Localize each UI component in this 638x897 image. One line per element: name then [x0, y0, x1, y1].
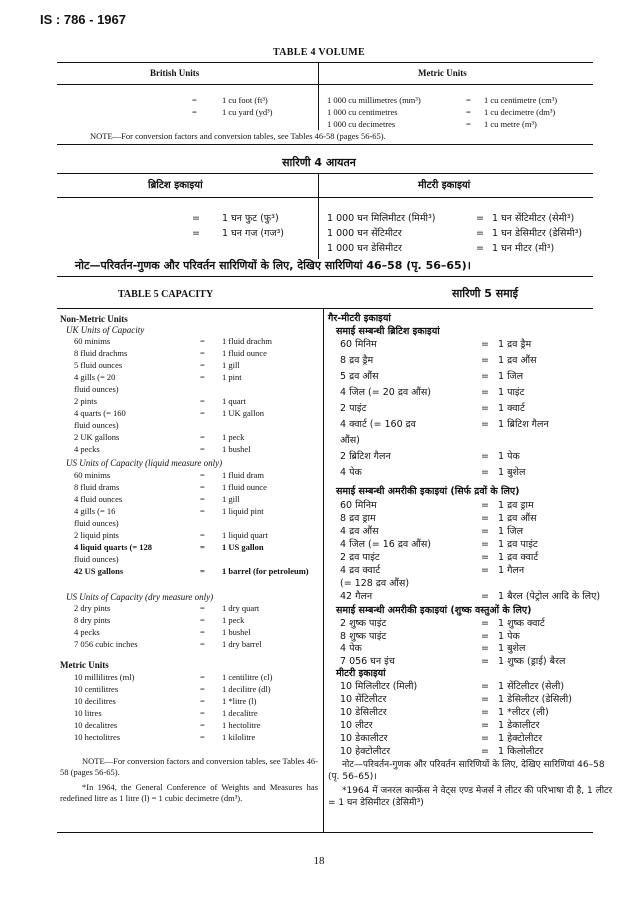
table5-us-dry-eq: = [200, 639, 205, 649]
table5-us-liquid-eq: = [200, 494, 205, 504]
table5-hi-metric-eq: = [481, 694, 489, 705]
table5-hi-us-liquid-eq: = [481, 552, 489, 563]
table5-hi-us-dry-eq: = [481, 655, 489, 667]
table5-hi-us-dry-eq: = [481, 618, 489, 629]
table5-hi-caption: सारिणी 5 समाई [452, 287, 519, 300]
table4-hi-col-metric: मीटरी इकाइयां [418, 180, 471, 191]
table5-uk-rhs: 1 gill [222, 360, 240, 370]
table4-hi-bottom-rule [57, 276, 593, 277]
table4-hi-divider [318, 173, 319, 259]
table5-hi-metric-lhs: 10 सेंटिलीटर [340, 694, 387, 705]
table5-hi-us-liquid-rhs: 1 द्रव पाइंट [498, 539, 538, 550]
table5-us-liquid-lhs: 4 fluid ounces [74, 494, 123, 504]
table5-hi-us-liquid-lhs: 4 द्रव क्वार्ट [340, 565, 381, 576]
table5-us-liquid-lhs: 42 US gallons [74, 566, 124, 576]
table5-us-dry-rhs: 1 dry quart [222, 603, 260, 613]
table5-uk-lhs: fluid ounces) [74, 420, 119, 430]
table5-metric-eq: = [200, 720, 205, 730]
table5-hi-us-dry-lhs: 7 056 घन इंच [340, 655, 395, 667]
table5-us-liquid-lhs: 4 gills (= 16 [74, 506, 116, 516]
table5-metric-eq: = [200, 732, 205, 742]
table5-hi-uk-rhs: 1 जिल [498, 371, 524, 382]
table5-us-liquid-lhs: 60 minims [74, 470, 111, 480]
table5-hi-uk-rhs: 1 ब्रिटिश गैलन [498, 419, 549, 430]
table5-nonmetric-heading: Non-Metric Units [60, 314, 128, 324]
table5-hi-metric-rhs: 1 डेकालीटर [498, 720, 540, 731]
table5-divider [323, 308, 324, 832]
table5-hi-nonmetric: गैर-मीटरी इकाइयां [328, 313, 391, 324]
table5-hi-us-liquid-eq: = [481, 526, 489, 537]
table5-hi-us-liquid-rhs: 1 जिल [498, 526, 524, 537]
table5-uk-rhs: 1 peck [222, 432, 245, 442]
table4-hi-british-eq: = [192, 213, 200, 224]
table5-hi-us-liquid-eq: = [481, 539, 489, 550]
table5-us-liquid-lhs: 2 liquid pints [74, 530, 119, 540]
table5-us-liquid-eq: = [200, 566, 205, 576]
table5-hi-us-liquid-lhs: 4 जिल (= 16 द्रव औंस) [340, 539, 432, 550]
table5-uk-eq: = [200, 348, 205, 358]
table5-hi-uk-lhs: 4 क्वार्ट (= 160 द्रव [340, 419, 416, 430]
page-number: 18 [313, 855, 325, 867]
table5-hi-us-liquid-rhs: 1 द्रव औंस [498, 513, 537, 524]
table5-uk-lhs: 60 minims [74, 336, 111, 346]
table5-us-liquid-heading: US Units of Capacity (liquid measure only) [66, 458, 223, 468]
table5-hi-uk-rhs: 1 बुशेल [498, 467, 526, 478]
table5-hi-us-liquid-eq: = [481, 500, 489, 511]
table5-hi-uk-lhs: 4 जिल (= 20 द्रव औंस) [340, 387, 432, 398]
table5-uk-lhs: 8 fluid drachms [74, 348, 128, 358]
table4-hi-metric-lhs: 1 000 घन मिलिमीटर (मिमी³) [327, 213, 436, 224]
table5-hi-us-dry-rhs: 1 पेक [498, 630, 520, 642]
table5-hi-metric-eq: = [481, 720, 489, 731]
table4-hi-metric-rhs: 1 घन मीटर (मी³) [492, 243, 555, 254]
table4-hi-head-rule [57, 197, 593, 198]
table5-note2: *In 1964, the General Conference of Weights and Measures has redefined litre as 1 litre (l) = 1 cubic decimetre (dm³). [60, 782, 318, 803]
table4-hi-metric-lhs: 1 000 घन सेंटिमीटर [327, 228, 402, 239]
table5-hi-us-liquid-heading: समाई सम्बन्धी अमरीकी इकाइयां (सिर्फ द्रवों के लिए) [336, 486, 520, 497]
table5-metric-rhs: 1 centilitre (cl) [222, 672, 273, 682]
table5-hi-uk-lhs: औंस) [340, 435, 360, 446]
table5-bottom-rule [57, 832, 593, 833]
table5-us-dry-rhs: 1 peck [222, 615, 245, 625]
table5-hi-uk-eq: = [481, 339, 489, 350]
table5-us-liquid-rhs: 1 fluid ounce [222, 482, 267, 492]
table5-metric-rhs: 1 hectolitre [222, 720, 261, 730]
table5-hi-us-dry-eq: = [481, 630, 489, 642]
table5-hi-uk-eq: = [481, 467, 489, 478]
table5-hi-uk-rhs: 1 क्वार्ट [498, 403, 525, 414]
table5-us-liquid-eq: = [200, 530, 205, 540]
table4-hi-note: नोट—परिवर्तन-गुणक और परिवर्तन सारिणियों के लिए, देखिए सारिणियां 46–58 (पृ. 56–65)। [75, 259, 471, 272]
table5-uk-eq: = [200, 408, 205, 418]
table5-us-liquid-rhs: 1 liquid quart [222, 530, 268, 540]
table4-hi-metric-rhs: 1 घन डेसिमीटर (डेसिमी³) [492, 228, 583, 239]
table5-us-dry-eq: = [200, 627, 205, 637]
table5-us-liquid-eq: = [200, 506, 205, 516]
table4-metric-eq: = [466, 95, 471, 105]
table5-uk-lhs: 4 quarts (= 160 [74, 408, 126, 418]
table5-us-dry-heading: US Units of Capacity (dry measure only) [66, 592, 214, 602]
table5-uk-lhs: 5 fluid ounces [74, 360, 123, 370]
table5-us-liquid-rhs: 1 fluid dram [222, 470, 265, 480]
table5-hi-metric-eq: = [481, 746, 489, 757]
table5-us-dry-rhs: 1 bushel [222, 627, 251, 637]
table5-uk-rhs: 1 UK gallon [222, 408, 265, 418]
table5-hi-uk-eq: = [481, 371, 489, 382]
table5-uk-eq: = [200, 360, 205, 370]
table5-top-rule [57, 308, 593, 309]
table5-uk-lhs: 4 gills (= 20 [74, 372, 116, 382]
table4-col-british: British Units [150, 68, 200, 78]
table4-metric-rhs: 1 cu centimetre (cm³) [484, 95, 558, 105]
table5-hi-us-liquid-rhs: 1 बैरल (पेट्रोल आदि के लिए) [498, 591, 601, 602]
table5-hi-us-dry-lhs: 8 शुष्क पाइंट [340, 630, 387, 642]
table5-uk-lhs: fluid ounces) [74, 384, 119, 394]
table4-metric-lhs: 1 000 cu centimetres [327, 107, 398, 117]
table5-note1: NOTE—For conversion factors and conversion tables, see Tables 46-58 (pages 56-65). [60, 756, 319, 777]
table5-hi-us-dry-lhs: 2 शुष्क पाइंट [340, 618, 387, 629]
table5-uk-rhs: 1 fluid drachm [222, 336, 273, 346]
table5-us-liquid-eq: = [200, 470, 205, 480]
table5-uk-rhs: 1 quart [222, 396, 246, 406]
table5-metric-lhs: 10 hectolitres [74, 732, 121, 742]
table5-hi-us-liquid-lhs: 60 मिनिम [340, 500, 377, 511]
table4-hi-british-rhs: 1 घन फुट (फु³) [222, 213, 279, 224]
table5-hi-us-liquid-lhs: (= 128 द्रव औंस) [340, 578, 410, 589]
table4-divider [318, 62, 319, 130]
table5-us-dry-eq: = [200, 603, 205, 613]
table5-hi-us-liquid-lhs: 42 गैलन [340, 591, 373, 602]
table5-metric-rhs: 1 kilolitre [222, 732, 256, 742]
table5-hi-metric-rhs: 1 किलोलीटर [498, 746, 544, 757]
table5-metric-eq: = [200, 708, 205, 718]
table4-british-eq: = [192, 95, 197, 105]
table4-col-metric: Metric Units [418, 68, 467, 78]
table5-hi-uk-eq: = [481, 419, 489, 430]
table5-us-dry-lhs: 2 dry pints [74, 603, 111, 613]
table5-uk-rhs: 1 bushel [222, 444, 251, 454]
table5-uk-eq: = [200, 396, 205, 406]
table4-hi-metric-rhs: 1 घन सेंटिमीटर (सेमी³) [492, 213, 575, 224]
table5-hi-metric-rhs: 1 डेसिलीटर (डेसिली) [498, 694, 572, 705]
table5-hi-note1: नोट—परिवर्तन-गुणक और परिवर्तन सारिणियों के लिए, देखिए सारिणियां 46–58 (पृ. 56–65)। [328, 760, 605, 782]
table5-uk-eq: = [200, 372, 205, 382]
table5-hi-uk-eq: = [481, 403, 489, 414]
table5-us-dry-rhs: 1 dry barrel [222, 639, 262, 649]
table5-us-liquid-lhs: fluid ounces) [74, 554, 119, 564]
table4-hi-metric-eq: = [476, 228, 484, 239]
table5-hi-uk-eq: = [481, 355, 489, 366]
table5-metric-rhs: 1 decalitre [222, 708, 258, 718]
table5-hi-us-liquid-lhs: 8 द्रव ड्राम [340, 513, 376, 524]
table5-metric-rhs: 1 *litre (l) [222, 696, 257, 706]
table5-hi-metric-lhs: 10 डेकालीटर [340, 733, 388, 744]
table5-hi-uk-rhs: 1 पाइंट [498, 387, 525, 398]
table4-hi-caption: सारिणी 4 आयतन [282, 156, 356, 169]
table5-hi-us-dry-lhs: 4 पेक [340, 643, 362, 654]
table5-hi-metric-lhs: 10 डेसिलीटर [340, 707, 387, 718]
table5-metric-eq: = [200, 696, 205, 706]
table4-hi-metric-eq: = [476, 243, 484, 254]
table5-hi-uk-eq: = [481, 387, 489, 398]
table5-us-liquid-rhs: 1 liquid pint [222, 506, 264, 516]
table5-caption: TABLE 5 CAPACITY [118, 289, 214, 300]
table5-hi-metric-heading: मीटरी इकाइयां [336, 668, 386, 679]
table5-metric-lhs: 10 decilitres [74, 696, 116, 706]
table5-hi-us-liquid-rhs: 1 द्रव क्वार्ट [498, 552, 539, 563]
table5-us-liquid-lhs: fluid ounces) [74, 518, 119, 528]
table5-hi-uk-lhs: 5 द्रव औंस [340, 371, 379, 382]
table5-us-liquid-eq: = [200, 482, 205, 492]
table5-metric-lhs: 10 litres [74, 708, 102, 718]
table5-us-liquid-eq: = [200, 542, 205, 552]
table5-us-liquid-rhs: 1 US gallon [222, 542, 264, 552]
table5-hi-note2: *1964 में जनरल कान्फ्रेंस ने वेट्स एण्ड मेजर्स ने लीटर की परिभाषा दी है, 1 लीटर = 1 घन डेसिमीटर (डेसिमी³) [328, 786, 613, 808]
table5-hi-uk-lhs: 8 द्रव ड्रैम [340, 355, 374, 366]
table4-bottom-rule [57, 144, 593, 145]
table5-us-liquid-lhs: 8 fluid drams [74, 482, 120, 492]
table4-hi-british-eq: = [192, 228, 200, 239]
table4-hi-british-rhs: 1 घन गज (गज³) [222, 228, 285, 239]
table5-hi-us-dry-eq: = [481, 643, 489, 654]
table5-uk-eq: = [200, 444, 205, 454]
table5-hi-uk-lhs: 2 ब्रिटिश गैलन [340, 451, 391, 462]
table5-hi-uk-rhs: 1 द्रव ड्रैम [498, 339, 532, 350]
table5-hi-us-dry-rhs: 1 शुष्क क्वार्ट [498, 618, 545, 629]
table5-hi-us-liquid-rhs: 1 गैलन [498, 565, 525, 576]
table5-us-liquid-lhs: 4 liquid quarts (= 128 [74, 542, 153, 552]
table5-us-liquid-rhs: 1 gill [222, 494, 240, 504]
table4-metric-lhs: 1 000 cu millimetres (mm³) [327, 95, 421, 105]
table4-british-eq: = [192, 107, 197, 117]
table5-uk-eq: = [200, 336, 205, 346]
table5-metric-heading: Metric Units [60, 660, 109, 670]
table4-top-rule [57, 62, 593, 63]
table5-us-dry-eq: = [200, 615, 205, 625]
table5-hi-uk-rhs: 1 पेक [498, 451, 520, 462]
table5-uk-rhs: 1 fluid ounce [222, 348, 267, 358]
table5-metric-eq: = [200, 684, 205, 694]
table4-hi-metric-eq: = [476, 213, 484, 224]
table4-hi-top-rule [57, 173, 593, 174]
table5-metric-lhs: 10 centilitres [74, 684, 119, 694]
table5-hi-uk-rhs: 1 द्रव औंस [498, 355, 537, 366]
table5-hi-metric-lhs: 10 मिलिलीटर (मिली) [340, 681, 418, 692]
table5-hi-us-liquid-rhs: 1 द्रव ड्राम [498, 500, 534, 511]
table4-metric-rhs: 1 cu metre (m³) [484, 119, 537, 129]
table5-hi-us-liquid-eq: = [481, 591, 489, 602]
table5-hi-uk-eq: = [481, 451, 489, 462]
standard-number: IS : 786 - 1967 [40, 12, 126, 27]
table5-hi-metric-rhs: 1 सेंटिलीटर (सेली) [498, 681, 565, 692]
table5-hi-us-dry-heading: समाई सम्बन्धी अमरीकी इकाइयां (शुष्क वस्तुओं के लिए) [336, 605, 532, 616]
table5-metric-lhs: 10 millilitres (ml) [74, 672, 135, 682]
table5-uk-lhs: 4 pecks [74, 444, 100, 454]
table5-hi-us-liquid-lhs: 4 द्रव औंस [340, 526, 379, 537]
table4-metric-eq: = [466, 119, 471, 129]
table5-hi-metric-eq: = [481, 733, 489, 744]
table5-uk-lhs: 2 UK gallons [74, 432, 120, 442]
table5-hi-metric-eq: = [481, 681, 489, 692]
table5-us-dry-lhs: 8 dry pints [74, 615, 111, 625]
table4-head-rule [57, 84, 593, 85]
table5-hi-us-dry-rhs: 1 बुशेल [498, 643, 526, 654]
table5-hi-metric-rhs: 1 *लीटर (ली) [498, 707, 549, 718]
table4-metric-rhs: 1 cu decimetre (dm³) [484, 107, 556, 117]
table5-metric-lhs: 10 decalitres [74, 720, 118, 730]
table5-hi-us-liquid-lhs: 2 द्रव पाइंट [340, 552, 380, 563]
table5-hi-us-liquid-eq: = [481, 565, 489, 576]
table5-hi-uk-lhs: 2 पाइंट [340, 403, 367, 414]
table5-hi-metric-lhs: 10 हेक्टोलीटर [340, 746, 391, 757]
table5-hi-us-liquid-eq: = [481, 513, 489, 524]
table5-us-liquid-rhs: 1 barrel (for petroleum) [222, 566, 309, 576]
table4-british-rhs: 1 cu foot (ft³) [222, 95, 268, 105]
table4-caption: TABLE 4 VOLUME [273, 47, 365, 58]
table4-note: NOTE—For conversion factors and conversion tables, see Tables 46-58 (pages 56-65). [90, 131, 386, 141]
table5-hi-metric-rhs: 1 हेक्टोलीटर [498, 733, 543, 744]
table5-us-dry-lhs: 7 056 cubic inches [74, 639, 138, 649]
table4-metric-eq: = [466, 107, 471, 117]
table5-hi-us-dry-rhs: 1 शुष्क (ड्राई) बैरल [498, 655, 566, 667]
table5-metric-eq: = [200, 672, 205, 682]
table5-uk-eq: = [200, 432, 205, 442]
table5-hi-uk-lhs: 4 पेक [340, 467, 362, 478]
table5-hi-uk-lhs: 60 मिनिम [340, 339, 377, 350]
table5-hi-metric-lhs: 10 लीटर [340, 720, 373, 731]
table4-hi-metric-lhs: 1 000 घन डेसिमीटर [327, 243, 402, 254]
table5-hi-uk-heading: समाई सम्बन्धी ब्रिटिश इकाइयां [336, 326, 440, 337]
table4-metric-lhs: 1 000 cu decimetres [327, 119, 396, 129]
table5-uk-lhs: 2 pints [74, 396, 97, 406]
table5-us-dry-lhs: 4 pecks [74, 627, 100, 637]
table5-uk-heading: UK Units of Capacity [66, 325, 145, 335]
table5-uk-rhs: 1 pint [222, 372, 242, 382]
table4-british-rhs: 1 cu yard (yd³) [222, 107, 273, 117]
table5-metric-rhs: 1 decilitre (dl) [222, 684, 271, 694]
table5-hi-metric-eq: = [481, 707, 489, 718]
table4-hi-col-british: ब्रिटिश इकाइयां [148, 180, 203, 191]
